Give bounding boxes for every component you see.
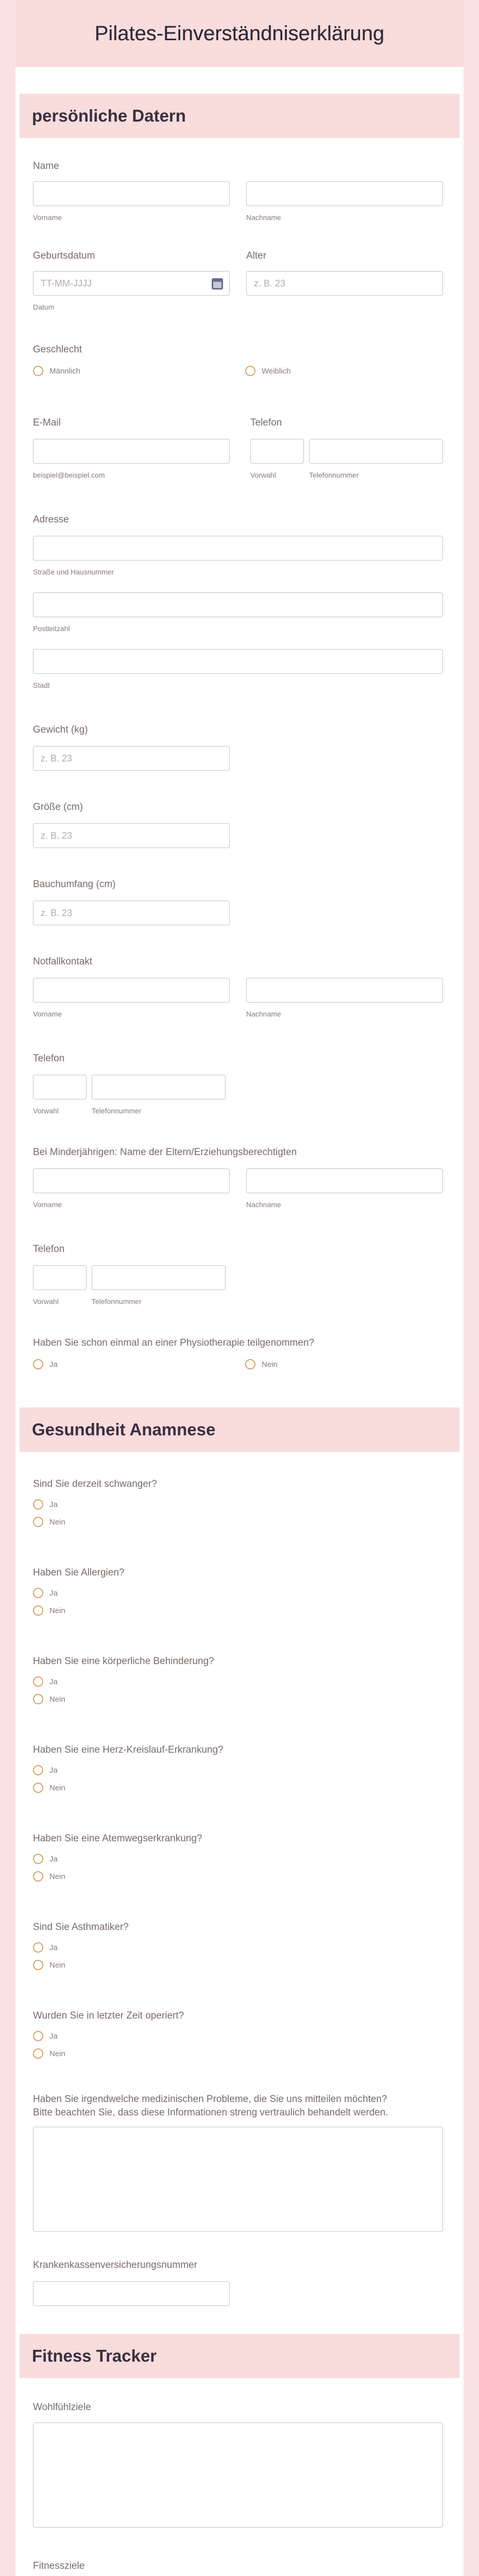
health-q2-label: Haben Sie Allergien?	[33, 1567, 125, 1578]
phone2-area-sublabel: Vorwahl	[33, 1107, 59, 1115]
medical-problems-textarea[interactable]	[33, 2127, 443, 2232]
phone-number-input[interactable]	[309, 439, 443, 464]
section-fitness-header	[15, 2334, 464, 2378]
phone-number-sublabel: Telefonnummer	[309, 471, 359, 479]
birth-date-label: Geburtsdatum	[33, 250, 95, 261]
physio-yes-radio[interactable]: Ja	[33, 1359, 58, 1369]
emergency-label: Notfallkontakt	[33, 956, 93, 967]
medical-problems-label-2: Bitte beachten Sie, dass diese Informationen streng vertraulich behandelt werden.	[33, 2107, 388, 2118]
health-q6-yes-radio[interactable]: Ja	[33, 1942, 58, 1953]
phone3-number-input[interactable]	[92, 1265, 226, 1290]
phone-area-input[interactable]	[250, 439, 304, 464]
city-input[interactable]	[33, 649, 443, 674]
health-q1-no-radio[interactable]: Nein	[33, 1517, 65, 1527]
form-title: Pilates-Einverständniserklärung	[94, 22, 385, 45]
first-name-input[interactable]	[33, 181, 230, 206]
health-q7-label: Wurden Sie in letzter Zeit operiert?	[33, 2010, 184, 2021]
gender-female-radio[interactable]: Weiblich	[245, 366, 290, 376]
gender-male-radio[interactable]: Männlich	[33, 366, 80, 376]
emergency-first-sublabel: Vorname	[33, 1010, 62, 1018]
gender-label: Geschlecht	[33, 344, 82, 355]
city-sublabel: Stadt	[33, 681, 50, 689]
weight-label: Gewicht (kg)	[33, 724, 88, 735]
health-q2-no-radio[interactable]: Nein	[33, 1605, 65, 1616]
phone2-area-input[interactable]	[33, 1075, 87, 1099]
guardian-last-sublabel: Nachname	[246, 1200, 281, 1209]
height-input[interactable]: z. B. 23	[33, 823, 230, 848]
email-input[interactable]	[33, 439, 230, 464]
health-q6-no-radio[interactable]: Nein	[33, 1960, 65, 1970]
age-input[interactable]	[246, 271, 443, 296]
section-fitness-title: Fitness Tracker	[32, 2346, 157, 2365]
health-q3-yes-radio[interactable]: Ja	[33, 1676, 58, 1687]
emergency-last-input[interactable]	[246, 978, 443, 1003]
form-header	[15, 0, 464, 67]
health-q5-yes-radio[interactable]: Ja	[33, 1854, 58, 1864]
health-q5-label: Haben Sie eine Atemwegserkrankung?	[33, 1833, 202, 1844]
health-q5-no-radio[interactable]: Nein	[33, 1871, 65, 1882]
waist-label: Bauchumfang (cm)	[33, 879, 116, 890]
health-q7-no-radio[interactable]: Nein	[33, 2048, 65, 2059]
last-name-sublabel: Nachname	[246, 213, 281, 222]
physio-no-radio[interactable]: Nein	[245, 1359, 278, 1369]
guardian-first-sublabel: Vorname	[33, 1200, 62, 1209]
section-health-header	[15, 1408, 464, 1452]
guardian-first-input[interactable]	[33, 1168, 230, 1193]
health-q3-label: Haben Sie eine körperliche Behinderung?	[33, 1656, 214, 1667]
email-sublabel: beispiel@beispiel.com	[33, 471, 105, 479]
zip-input[interactable]	[33, 592, 443, 617]
health-q1-yes-radio[interactable]: Ja	[33, 1499, 58, 1510]
birth-date-input[interactable]	[33, 271, 230, 296]
waist-input[interactable]: z. B. 23	[33, 901, 230, 925]
email-label: E-Mail	[33, 417, 61, 428]
phone3-label: Telefon	[33, 1244, 65, 1255]
age-placeholder: z. B. 23	[254, 278, 286, 289]
phone3-area-input[interactable]	[33, 1265, 87, 1290]
health-q1-label: Sind Sie derzeit schwanger?	[33, 1479, 157, 1489]
address-label: Adresse	[33, 514, 69, 525]
section-personal-header	[15, 94, 464, 138]
health-q6-label: Sind Sie Asthmatiker?	[33, 1922, 129, 1933]
phone-label: Telefon	[250, 417, 282, 428]
street-sublabel: Straße und Hausnummer	[33, 568, 114, 576]
emergency-last-sublabel: Nachname	[246, 1010, 281, 1018]
birth-date-placeholder: TT-MM-JJJJ	[41, 278, 92, 289]
last-name-input[interactable]	[246, 181, 443, 206]
medical-problems-label-1: Haben Sie irgendwelche medizinischen Probleme, die Sie uns mitteilen möchten?	[33, 2094, 387, 2105]
insurance-input[interactable]	[33, 2281, 230, 2306]
weight-input[interactable]: z. B. 23	[33, 746, 230, 771]
form-card	[15, 0, 464, 2576]
birth-date-sublabel: Datum	[33, 303, 55, 311]
guardian-label: Bei Minderjährigen: Name der Eltern/Erziehungsberechtigten	[33, 1147, 297, 1158]
section-health-title: Gesundheit Anamnese	[32, 1420, 216, 1439]
street-input[interactable]	[33, 536, 443, 561]
health-q4-label: Haben Sie eine Herz-Kreislauf-Erkrankung?	[33, 1744, 224, 1755]
name-label: Name	[33, 161, 59, 172]
health-q3-no-radio[interactable]: Nein	[33, 1694, 65, 1704]
insurance-label: Krankenkassenversicherungsnummer	[33, 2260, 197, 2270]
phone3-number-sublabel: Telefonnummer	[92, 1297, 142, 1306]
phone2-number-sublabel: Telefonnummer	[92, 1107, 142, 1115]
fitness-goals-label: Fitnessziele	[33, 2561, 85, 2571]
physio-label: Haben Sie schon einmal an einer Physiotherapie teilgenommen?	[33, 1337, 315, 1348]
first-name-sublabel: Vorname	[33, 213, 62, 222]
phone3-area-sublabel: Vorwahl	[33, 1297, 59, 1306]
zip-sublabel: Postleitzahl	[33, 624, 70, 633]
phone2-number-input[interactable]	[92, 1075, 226, 1099]
health-q7-yes-radio[interactable]: Ja	[33, 2031, 58, 2041]
health-q4-yes-radio[interactable]: Ja	[33, 1765, 58, 1775]
guardian-last-input[interactable]	[246, 1168, 443, 1193]
section-personal-title: persönliche Datern	[32, 106, 186, 125]
calendar-icon[interactable]	[212, 278, 223, 290]
wellbeing-goals-label: Wohlfühlziele	[33, 2402, 91, 2413]
emergency-first-input[interactable]	[33, 978, 230, 1003]
health-q4-no-radio[interactable]: Nein	[33, 1783, 65, 1793]
age-label: Alter	[246, 250, 267, 261]
height-label: Größe (cm)	[33, 802, 83, 812]
health-q2-yes-radio[interactable]: Ja	[33, 1588, 58, 1598]
wellbeing-goals-textarea[interactable]	[33, 2422, 443, 2528]
phone2-label: Telefon	[33, 1053, 65, 1064]
phone-area-sublabel: Vorwahl	[250, 471, 276, 479]
